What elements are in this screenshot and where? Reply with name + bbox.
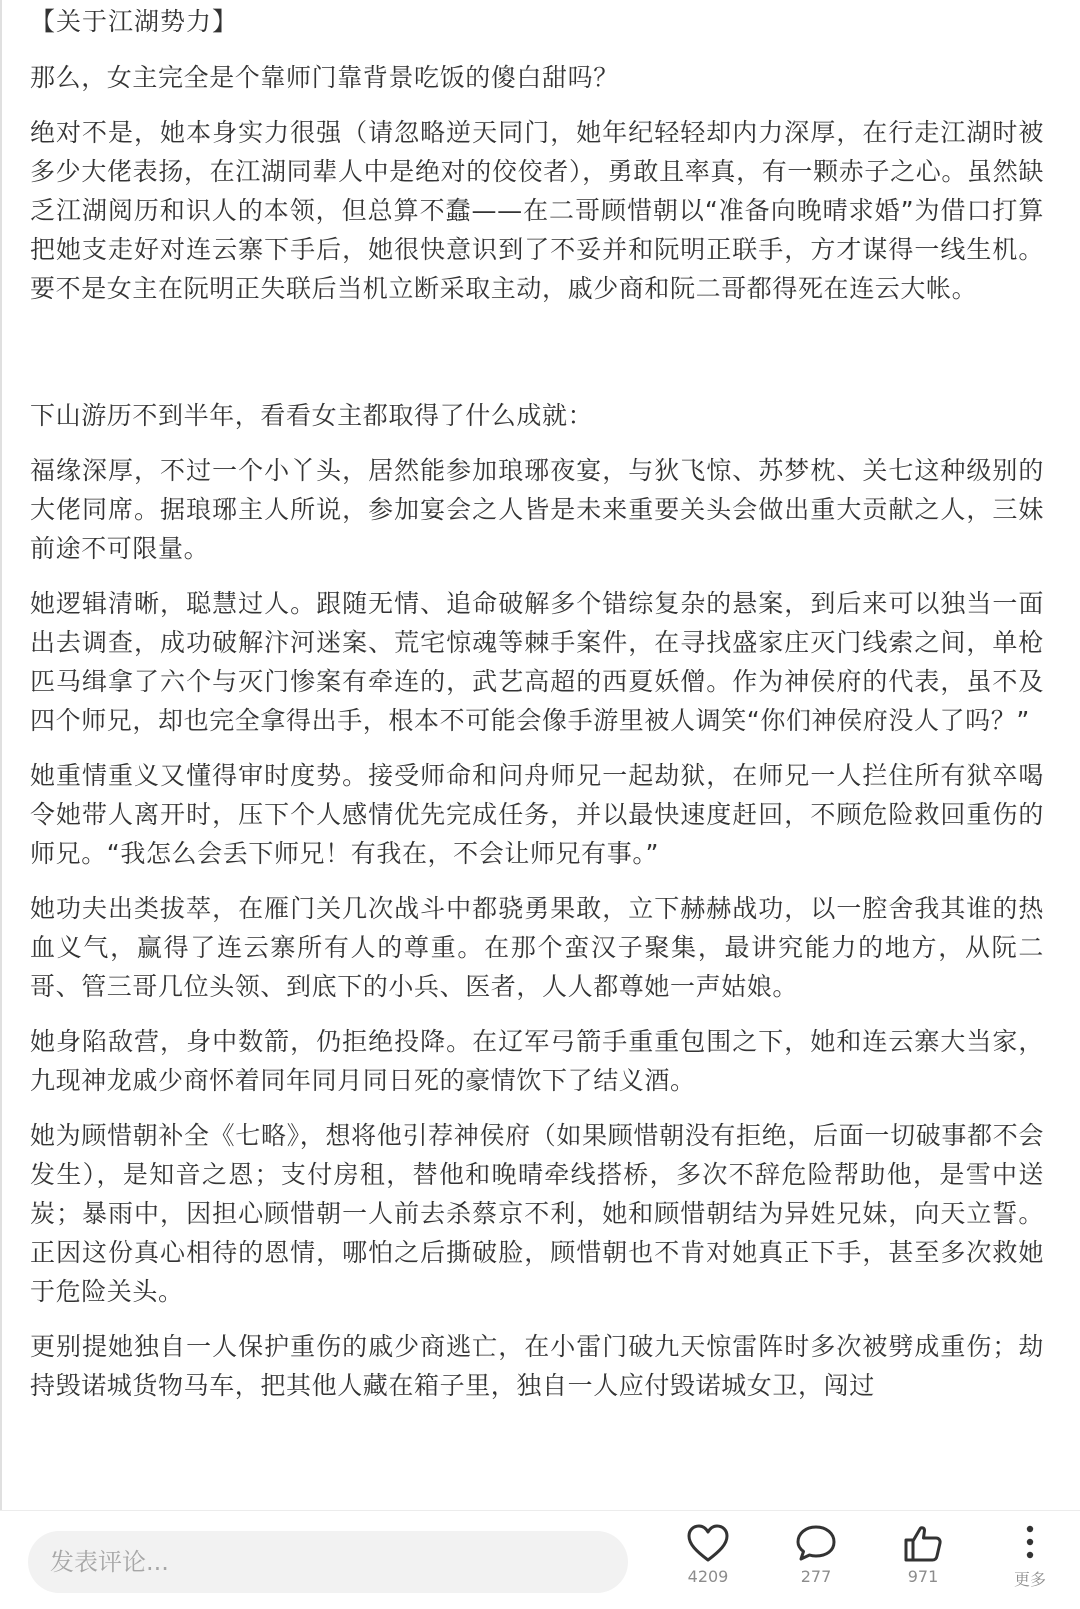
thumbs-up-count: 971 bbox=[907, 1567, 939, 1586]
article-paragraph: 绝对不是，她本身实力很强（请忽略逆天同门，她年纪轻轻却内力深厚，在行走江湖时被多少大佬表扬，在江湖同辈人中是绝对的佼佼者），勇敢且率真，有一颗赤子之心。虽然缺乏江湖阅历和识人的本领，但总算不蠢——在二哥顾惜朝以“准备向晚晴求婚”为借口打算把她支走好对连云寨下手后，她很快意识到了不妥并和阮明正联手，方才谋得一线生机。要不是女主在阮明正失联后当机立断采取主动，戚少商和阮二哥都得死在连云大帐。 bbox=[30, 118, 1044, 303]
article-paragraph: 她功夫出类拔萃，在雁门关几次战斗中都骁勇果敢，立下赫赫战功，以一腔舍我其谁的热血义气，赢得了连云寨所有人的尊重。在那个蛮汉子聚集，最讲究能力的地方，从阮二哥、管三哥几位头领、到底下的小兵、医者，人人都尊她一声姑娘。 bbox=[30, 894, 1044, 1001]
heart-icon bbox=[686, 1523, 730, 1563]
comment-button[interactable] bbox=[776, 1523, 856, 1603]
thumbs-up-button[interactable] bbox=[883, 1523, 963, 1603]
article-paragraph: 她为顾惜朝补全《七略》，想将他引荐神侯府（如果顾惜朝没有拒绝，后面一切破事都不会发生），是知音之恩；支付房租，替他和晚晴牵线搭桥，多次不辞危险帮助他，是雪中送炭；暴雨中，因担心顾惜朝一人前去杀蔡京不利，她和顾惜朝结为异姓兄妹，向天立誓。正因这份真心相待的恩情，哪怕之后撕破脸，顾惜朝也不肯对她真正下手，甚至多次救她于危险关头。 bbox=[30, 1121, 1044, 1306]
like-button[interactable] bbox=[668, 1523, 748, 1603]
comment-bubble-icon bbox=[794, 1523, 838, 1563]
comment-count: 277 bbox=[800, 1567, 832, 1586]
thumbs-up-icon bbox=[901, 1523, 945, 1563]
article-paragraph: 她身陷敌营，身中数箭，仍拒绝投降。在辽军弓箭手重重包围之下，她和连云寨大当家，九现神龙戚少商怀着同年同月同日死的豪情饮下了结义酒。 bbox=[30, 1027, 1044, 1095]
comment-input[interactable] bbox=[28, 1531, 628, 1593]
more-button[interactable] bbox=[990, 1523, 1070, 1603]
article-paragraph: 下山游历不到半年，看看女主都取得了什么成就： bbox=[30, 401, 594, 430]
article-paragraph: 她逻辑清晰，聪慧过人。跟随无情、追命破解多个错综复杂的悬案，到后来可以独当一面出去调查，成功破解汴河迷案、荒宅惊魂等棘手案件，在寻找盛家庄灭门线索之间，单枪匹马缉拿了六个与灭门惨案有牵连的，武艺高超的西夏妖僧。作为神侯府的代表，虽不及四个师兄，却也完全拿得出手，根本不可能会像手游里被人调笑“你们神侯府没人了吗？” bbox=[30, 589, 1044, 735]
bottom-action-bar bbox=[0, 1510, 1080, 1609]
more-vertical-icon bbox=[1008, 1523, 1052, 1563]
like-count: 4209 bbox=[687, 1567, 729, 1586]
article-paragraph: 更别提她独自一人保护重伤的戚少商逃亡，在小雷门破九天惊雷阵时多次被劈成重伤；劫持毁诺城货物马车，把其他人藏在箱子里，独自一人应付毁诺城女卫，闯过 bbox=[30, 1332, 1044, 1400]
section-heading: 【关于江湖势力】 bbox=[30, 7, 239, 36]
article-paragraph: 那么，女主完全是个靠师门靠背景吃饭的傻白甜吗？ bbox=[30, 63, 619, 92]
more-label: 更多 bbox=[1013, 1570, 1046, 1589]
article-paragraph: 福缘深厚，不过一个小丫头，居然能参加琅琊夜宴，与狄飞惊、苏梦枕、关七这种级别的大佬同席。据琅琊主人所说，参加宴会之人皆是未来重要关头会做出重大贡献之人，三妹前途不可限量。 bbox=[30, 456, 1044, 563]
article-paragraph: 她重情重义又懂得审时度势。接受师命和问舟师兄一起劫狱，在师兄一人拦住所有狱卒喝令她带人离开时，压下个人感情优先完成任务，并以最快速度赶回，不顾危险救回重伤的师兄。“我怎么会丢下师兄！有我在，不会让师兄有事。” bbox=[30, 761, 1044, 868]
article-body bbox=[2, 2, 1080, 1405]
